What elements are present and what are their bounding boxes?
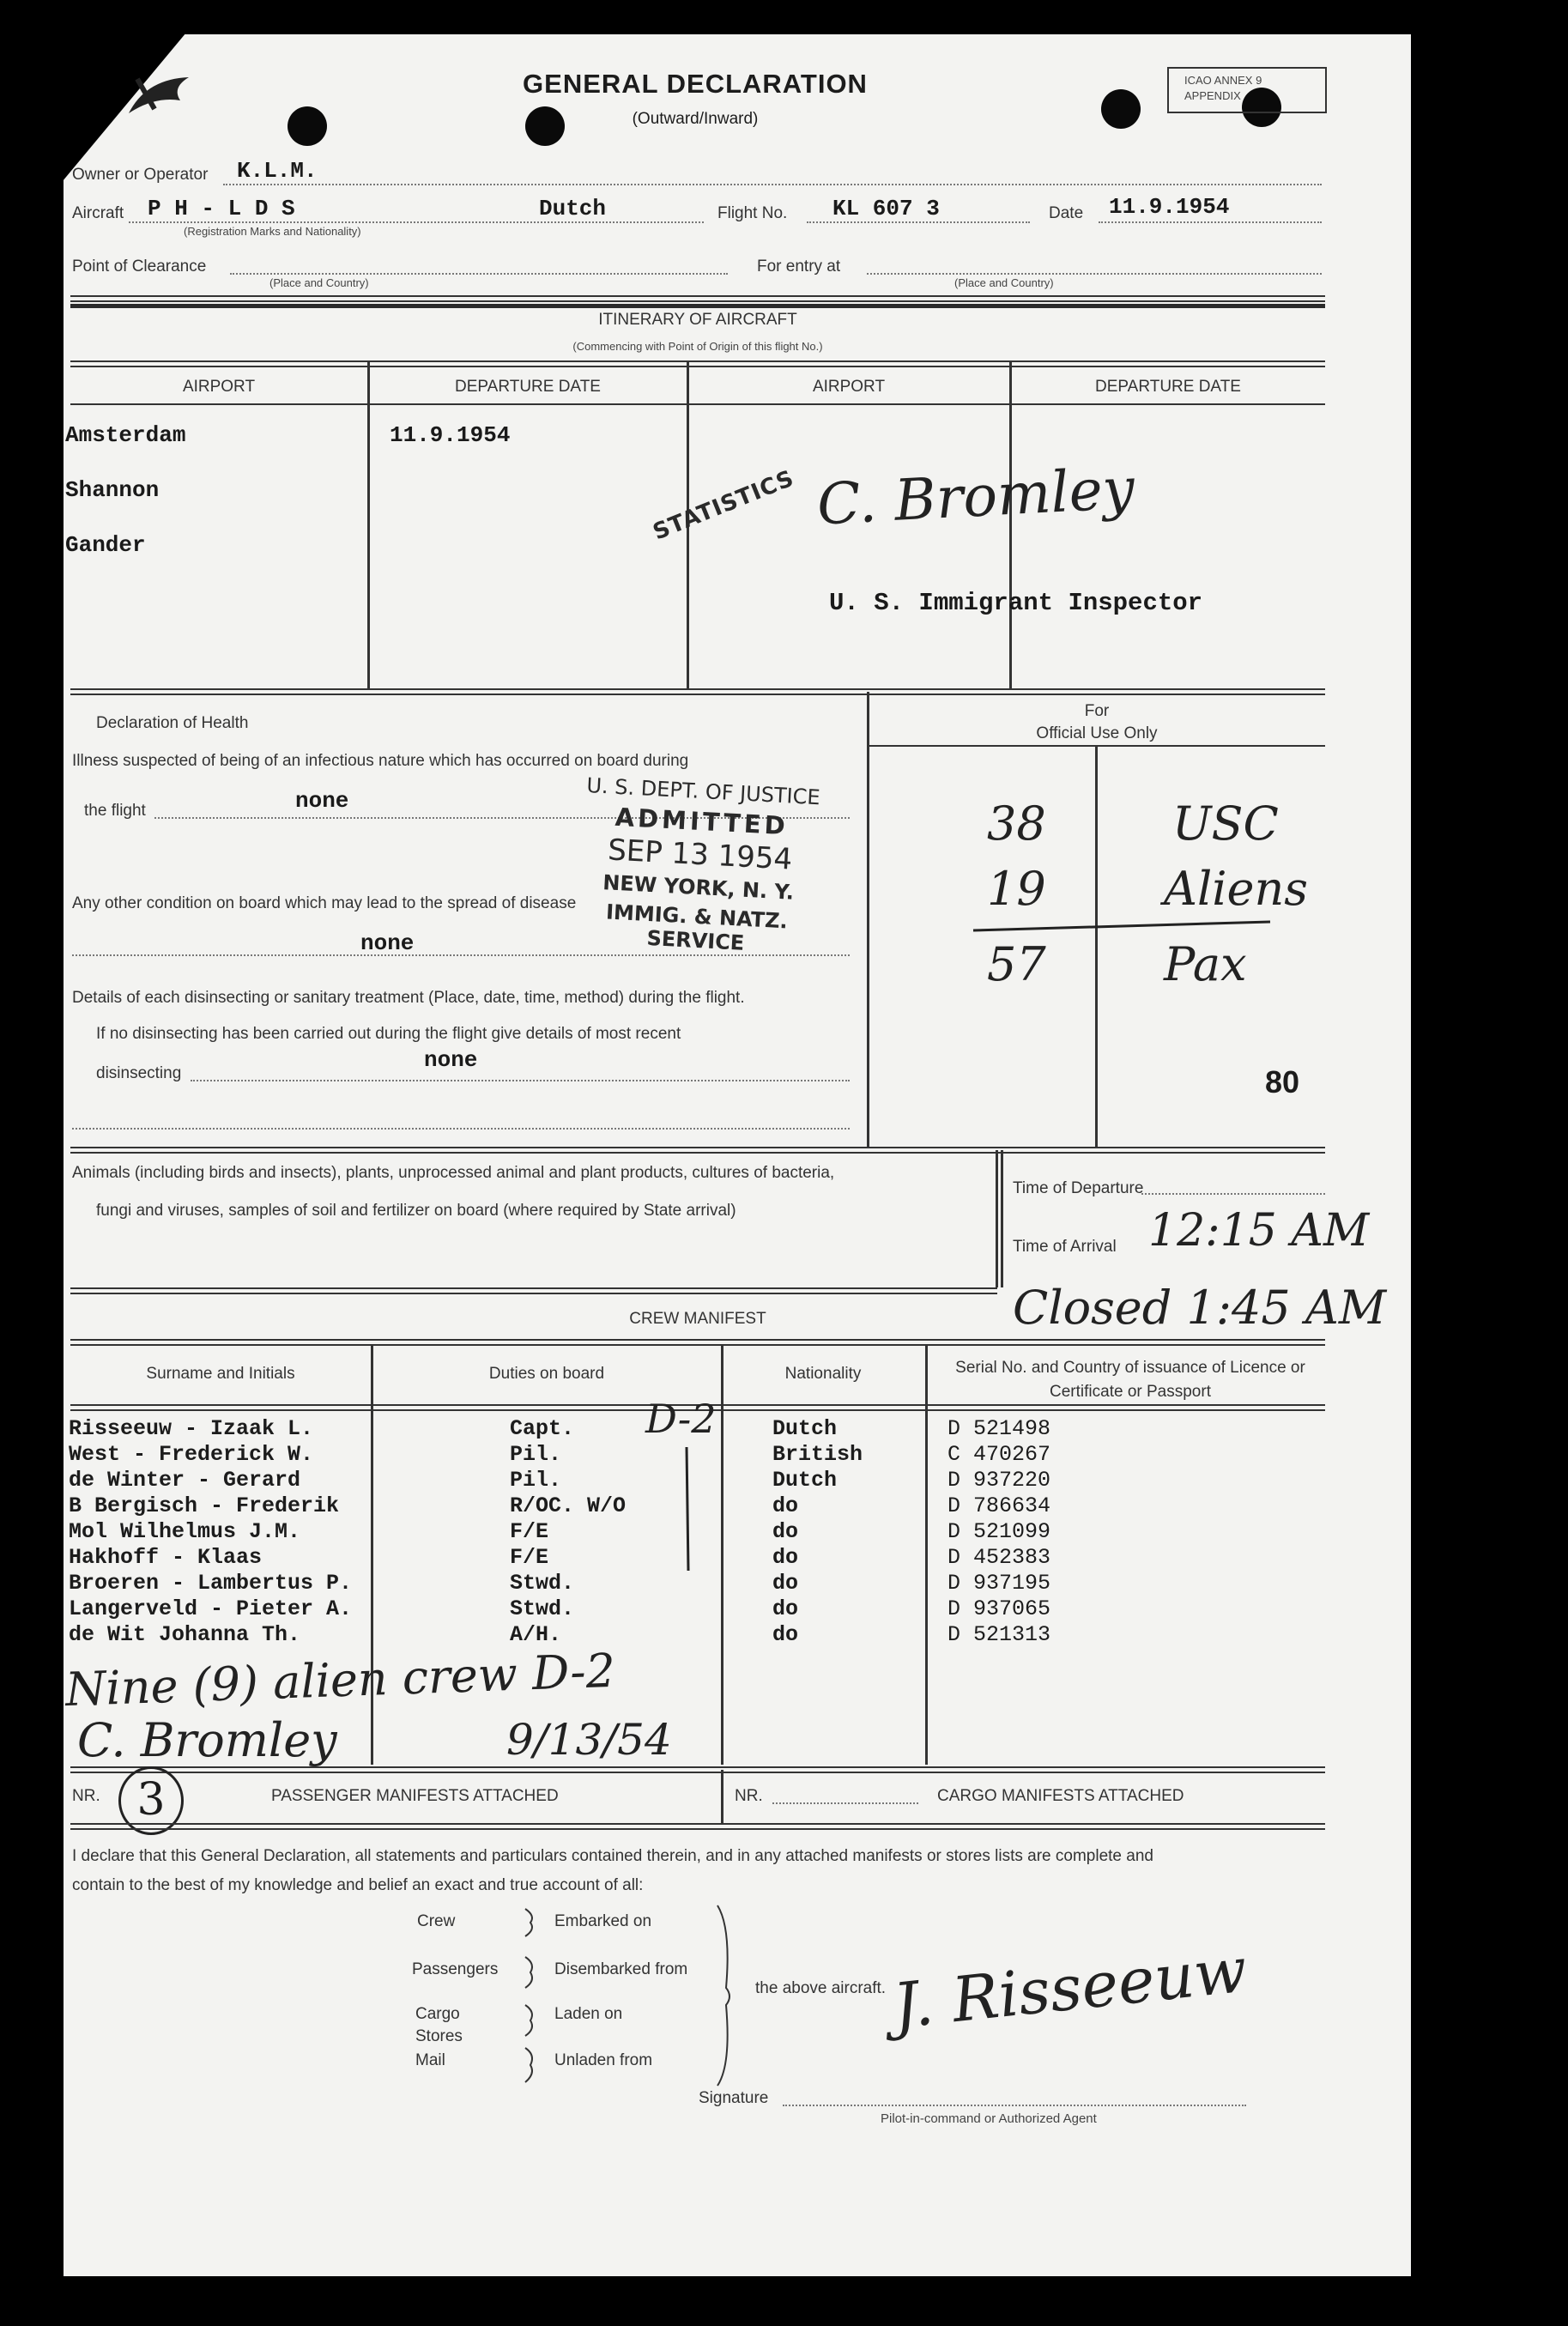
crew-member-serial: D 521313 [947,1622,1051,1647]
crew-member-duty: Stwd. [510,1596,575,1621]
health-illness-text: Illness suspected of being of an infectious nature which has occurred on board during [72,752,689,770]
aircraft-registration: P H - L D S [148,196,295,221]
crew-member-nationality: do [772,1622,799,1647]
crew-member-nationality: British [772,1442,863,1467]
crew-member-nationality: do [772,1519,799,1544]
animals-text-2: fungi and viruses, samples of soil and fertilizer on board (where required by State arrival) [96,1202,736,1220]
departure-time-label: Time of Departure [1013,1179,1144,1197]
crew-row [69,1622,1325,1648]
crew-member-duty: Pil. [510,1468,562,1493]
health-disinsecting-value: none [424,1047,478,1073]
aircraft-nationality: Dutch [539,196,607,221]
official-number: 80 [1265,1064,1300,1099]
stamp-date: SEP 13 1954 [607,833,794,877]
crew-col-name: Surname and Initials [146,1365,295,1383]
crew-member-name: de Wit Johanna Th. [69,1622,301,1647]
crew-member-name: Hakhoff - Klaas [69,1545,263,1570]
crew-note-signature: C. Bromley [77,1713,337,1767]
crew-row [69,1596,1325,1622]
owner-value: K.L.M. [237,158,318,184]
itinerary-subtitle: (Commencing with Point of Origin of this flight No.) [572,340,823,353]
crew-member-name: B Bergisch - Frederik [69,1493,340,1518]
stamp-city: NEW YORK, N. Y. [602,870,795,905]
health-heading: Declaration of Health [96,714,249,732]
crew-title: CREW MANIFEST [629,1310,766,1328]
flight-number: KL 607 3 [832,196,940,221]
inspector-title: U. S. Immigrant Inspector [829,589,1203,617]
crew-member-duty: F/E [510,1519,549,1544]
crew-member-serial: D 452383 [947,1545,1051,1570]
decl-laden: Laden on [554,2005,623,2023]
stamp-service: IMMIG. & NATZ. SERVICE [605,900,789,955]
itinerary-col-airport-2: AIRPORT [812,378,886,396]
crew-member-duty: Capt. [510,1416,575,1441]
itinerary-title: ITINERARY OF AIRCRAFT [598,311,797,329]
crew-member-duty: Stwd. [510,1571,575,1596]
decl-braces-left [518,1904,549,2093]
decl-crew: Crew [417,1912,456,1930]
decl-above-aircraft: the above aircraft. [755,1979,887,1997]
aircraft-label: Aircraft [72,204,124,222]
crew-member-nationality: do [772,1571,799,1596]
crew-member-name: Mol Wilhelmus J.M. [69,1519,301,1544]
punch-hole [1101,89,1141,129]
itinerary-col-departure-2: DEPARTURE DATE [1095,378,1241,396]
decl-disembarked: Disembarked from [554,1960,688,1978]
health-disinsecting-label: disinsecting [96,1064,182,1082]
itinerary-col-airport: AIRPORT [182,378,256,396]
crew-note-date: 9/13/54 [506,1715,672,1765]
pilot-label: Pilot-in-command or Authorized Agent [881,2111,1097,2126]
inspector-signature: C. Bromley [815,455,1136,538]
crew-member-name: de Winter - Gerard [69,1468,301,1493]
crew-member-name: Risseeuw - Izaak L. [69,1416,314,1441]
crew-member-serial: D 786634 [947,1493,1051,1518]
decl-passengers: Passengers [412,1960,499,1978]
crew-member-serial: C 470267 [947,1442,1051,1467]
crew-member-name: Broeren - Lambertus P. [69,1571,353,1596]
klm-logo [120,62,206,130]
clearance-label: Point of Clearance [72,257,207,276]
crew-member-nationality: do [772,1596,799,1621]
official-aliens-count: 19 [987,862,1046,916]
health-other-text: Any other condition on board which may lead to the spread of disease [72,894,577,912]
crew-member-serial: D 937195 [947,1571,1051,1596]
official-heading: Official Use Only [1036,724,1158,742]
arrival-time-value: 12:15 AM [1148,1205,1370,1257]
crew-member-serial: D 937220 [947,1468,1051,1493]
itinerary-airport-2: Shannon [65,477,160,503]
cargo-nr-label: NR. [735,1787,763,1805]
official-usc-count: 38 [987,797,1046,851]
crew-col-nationality: Nationality [784,1365,862,1383]
declaration-text-1: I declare that this General Declaration, all statements and particulars contained therein, and in any attached manifests or stores lists are complete and [72,1847,1153,1865]
animals-text-1: Animals (including birds and insects), plants, unprocessed animal and plant products, cultures of bacteria, [72,1164,835,1182]
health-illness-value: none [295,788,349,814]
crew-member-serial: D 937065 [947,1596,1051,1621]
crew-member-name: West - Frederick W. [69,1442,314,1467]
crew-col-duties: Duties on board [488,1365,605,1383]
declaration-text-2: contain to the best of my knowledge and belief an exact and true account of all: [72,1876,644,1894]
crew-col-serial: Serial No. and Country of issuance of Licence or Certificate or Passport [955,1359,1305,1401]
decl-cargo: Cargo [415,2005,460,2023]
passenger-nr-value: 3 [118,1766,184,1835]
health-other-value: none [360,930,415,956]
flight-date: 11.9.1954 [1109,194,1230,220]
crew-note: Nine (9) alien crew D-2 [64,1643,616,1717]
official-sum-line [970,918,1279,936]
pilot-signature: J. Risseeuw [889,1933,1250,2043]
itinerary-airport-1: Amsterdam [65,422,186,448]
itinerary-airport-3: Gander [65,532,146,558]
decl-mail: Mail [415,2051,445,2069]
crew-member-duty: F/E [510,1545,549,1570]
crew-member-serial: D 521099 [947,1519,1051,1544]
page-title: GENERAL DECLARATION [523,69,868,99]
crew-member-nationality: do [772,1545,799,1570]
clearance-note: (Place and Country) [269,276,369,289]
punch-hole [288,106,327,146]
crew-member-serial: D 521498 [947,1416,1051,1441]
stamp-dept: U. S. DEPT. OF JUSTICE [585,773,821,810]
decl-brace-right [712,1902,738,2091]
health-details-text: Details of each disinsecting or sanitary treatment (Place, date, time, method) during the flight. [72,989,745,1007]
official-for: For [1084,702,1110,720]
official-aliens-label: Aliens [1164,862,1308,916]
crew-bracket-line [669,1442,704,1579]
owner-label: Owner or Operator [72,166,209,184]
signature-label: Signature [699,2089,769,2107]
appendix-label: APPENDIX [1184,89,1241,102]
entry-label: For entry at [757,257,841,276]
health-flight-label: the flight [84,802,146,820]
official-usc-label: USC [1172,797,1279,851]
official-pax-count: 57 [987,937,1046,991]
crew-member-duty: A/H. [510,1622,562,1647]
cargo-manifests-label: CARGO MANIFESTS ATTACHED [937,1787,1184,1805]
passenger-nr-label: NR. [72,1787,100,1805]
health-if-none-text: If no disinsecting has been carried out during the flight give details of most recent [96,1025,681,1043]
crew-member-duty: R/OC. W/O [510,1493,627,1518]
statistics-stamp: STATISTICS [649,465,798,546]
stamp-admitted: ADMITTED [614,802,790,841]
registration-note: (Registration Marks and Nationality) [184,225,361,238]
crew-class-mark: D-2 [645,1396,717,1442]
decl-embarked: Embarked on [554,1912,652,1930]
official-pax-label: Pax [1164,937,1247,991]
itinerary-departure-date: 11.9.1954 [390,422,511,448]
crew-member-name: Langerveld - Pieter A. [69,1596,353,1621]
admitted-stamp [554,772,845,960]
passenger-manifests-label: PASSENGER MANIFESTS ATTACHED [271,1787,559,1805]
itinerary-col-departure: DEPARTURE DATE [455,378,601,396]
closed-time-value: Closed 1:45 AM [1013,1281,1387,1335]
arrival-time-label: Time of Arrival [1013,1238,1117,1256]
annex-box [1167,67,1327,113]
annex-label: ICAO ANNEX 9 [1184,74,1262,87]
crew-member-nationality: do [772,1493,799,1518]
flight-label: Flight No. [717,204,788,222]
crew-member-nationality: Dutch [772,1416,838,1441]
decl-stores: Stores [415,2027,463,2045]
date-label: Date [1049,204,1084,222]
page-subtitle: (Outward/Inward) [632,110,759,128]
crew-member-duty: Pil. [510,1442,562,1467]
crew-member-nationality: Dutch [772,1468,838,1493]
entry-note: (Place and Country) [954,276,1054,289]
decl-unladen: Unladen from [554,2051,653,2069]
